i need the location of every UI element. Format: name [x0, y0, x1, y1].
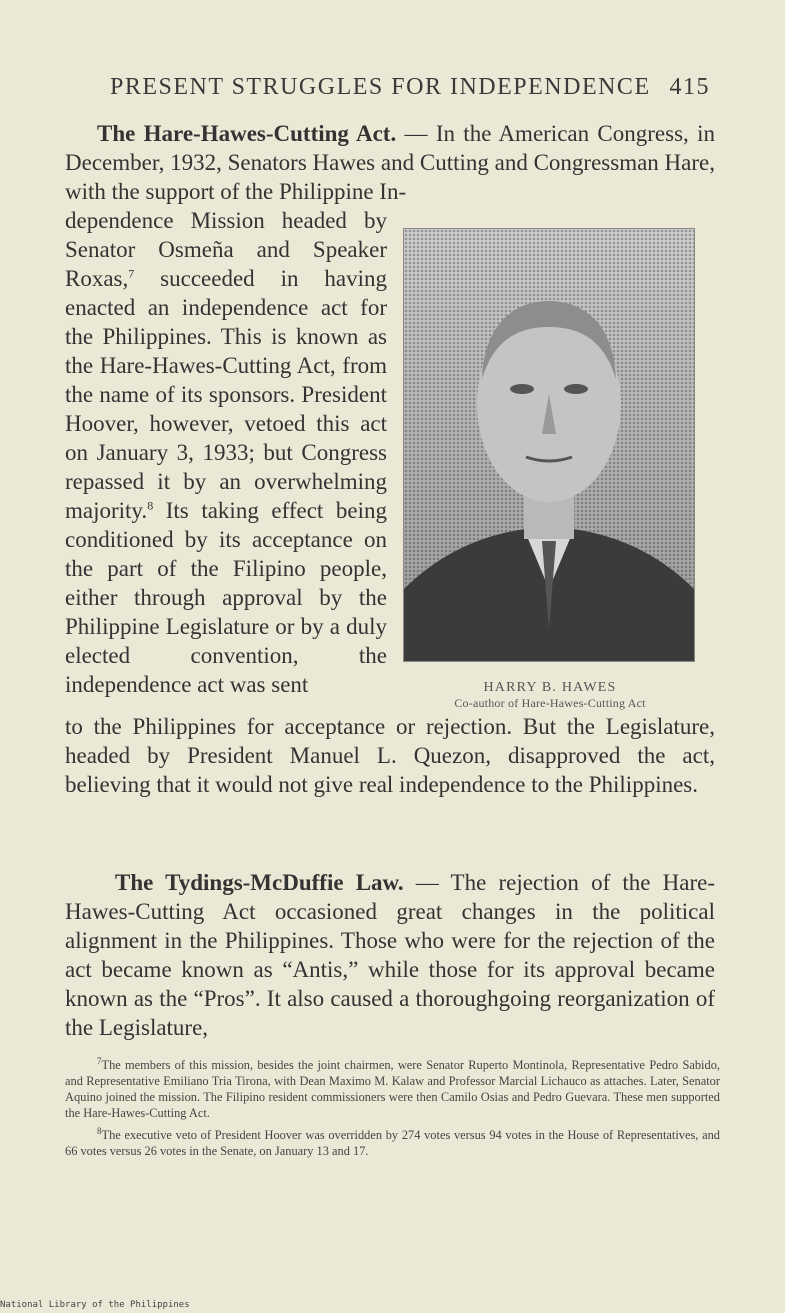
side-text-b: succeeded in having enacted an independence act for the Philippines. This is known as the Hare-Hawes-Cutting Act, from the name of its sponsors. President Hoover, however, vetoed this act on January 3, 1933; but Congress repassed it by an overwhelming majority. [65, 266, 387, 523]
page-number: 415 [669, 74, 710, 100]
side-text-c: Its taking effect being conditioned by its acceptance on the part of the Filipino people, either through approval by the Philippine Legislature or by a duly elected convention, the independence act was sent [65, 498, 387, 697]
caption-name: HARRY B. HAWES [483, 680, 617, 695]
footnote-marker: 7 [97, 1055, 102, 1066]
library-watermark: National Library of the Philippines [0, 1300, 190, 1310]
footnote-ref-7: 7 [128, 266, 135, 281]
footnotes [65, 1057, 720, 1165]
portrait-illustration [404, 229, 694, 661]
caption-role: Co-author of Hare-Hawes-Cutting Act [454, 696, 646, 710]
footnote-text: The executive veto of President Hoover was overridden by 274 votes versus 94 votes in the House of Representatives, and 66 votes versus 26 votes in the Senate, on January 13 and 17. [65, 1128, 720, 1158]
portrait-photo [403, 228, 695, 662]
paragraph-side-column [65, 206, 387, 699]
side-text-a: dependence Mission headed by Senator Osmeña and Speaker Roxas, [65, 208, 387, 291]
footnote-ref-8: 8 [147, 498, 154, 513]
section-heading-tydings-mcduffie: The Tydings-McDuffie Law. [115, 870, 404, 895]
paragraph-2-text: — The rejection of the Hare-Hawes-Cutting Act occasioned great changes in the political alignment in the Philippines. Those who were for the rejection of the act became known as “Antis,” while those for its approval became known as the “Pros”. It also caused a thoroughgoing reorganization of the Legislature, [65, 870, 716, 1040]
paragraph-hare-hawes-cutting-lead [65, 119, 715, 206]
footnote-8 [65, 1127, 720, 1159]
photo-caption [405, 680, 695, 711]
footnote-marker: 8 [97, 1125, 102, 1136]
paragraph-tydings-mcduffie [65, 868, 715, 1042]
paragraph-lead-text: — In the American Congress, in December, 1932, Senators Hawes and Cutting and Congressman Hare, with the support of the Philippine In- [65, 121, 715, 204]
paragraph-continuation: to the Philippines for acceptance or rejection. But the Legislature, headed by President Manuel L. Quezon, disapproved the act, believing that it would not give real independence to the Philippines. [65, 714, 715, 797]
section-heading-hare-hawes-cutting: The Hare-Hawes-Cutting Act. [97, 121, 397, 146]
footnote-text: The members of this mission, besides the joint chairmen, were Senator Ruperto Montinola, Representative Pedro Sabido, and Representative Emiliano Tria Tirona, with Dean Maximo M. Kalaw and Professor Marcial Lichauco as attaches. Later, Senator Aquino joined the mission. The Filipino resident commissioners were then Camilo Osias and Pedro Guevara. These men supported the Hare-Hawes-Cutting Act. [65, 1058, 720, 1120]
footnote-7 [65, 1057, 720, 1121]
running-head-title: PRESENT STRUGGLES FOR INDEPENDENCE [110, 74, 651, 100]
